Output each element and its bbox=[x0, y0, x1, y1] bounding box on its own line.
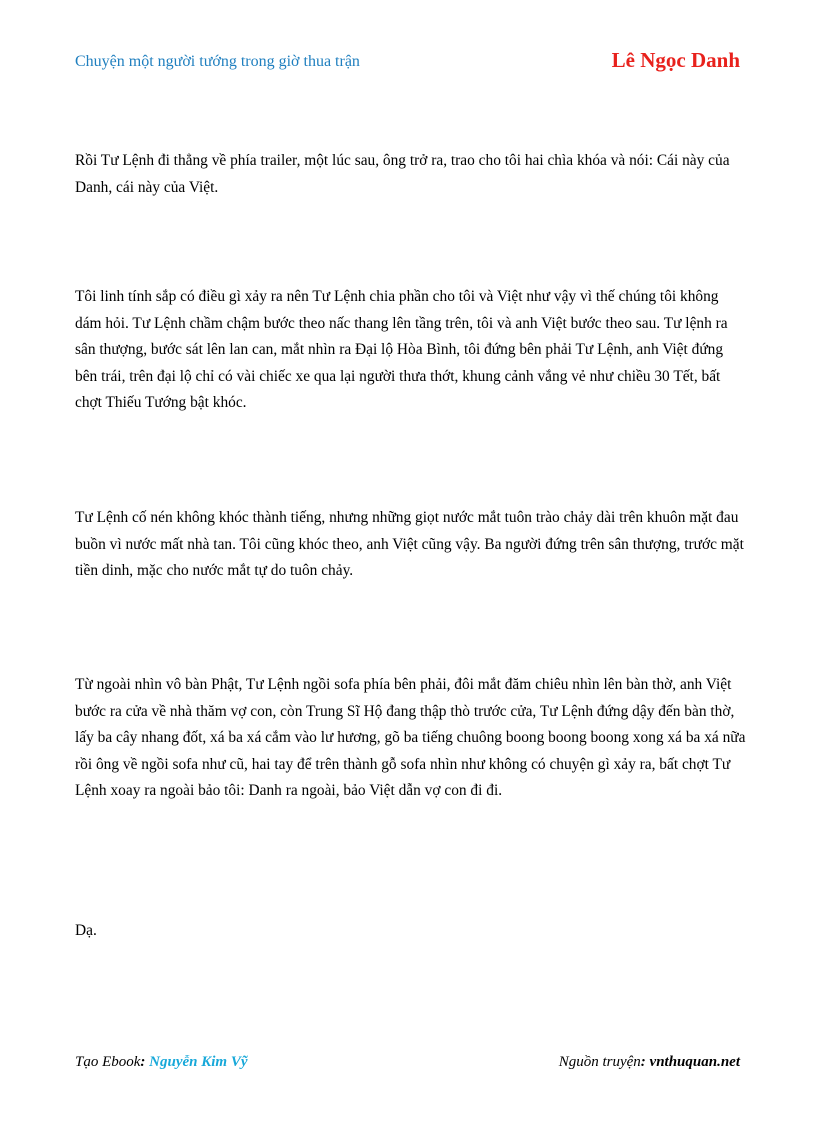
source-site: vnthuquan.net bbox=[649, 1054, 740, 1070]
paragraph-5: Dạ. bbox=[75, 922, 97, 939]
paragraph-2: Tôi linh tính sắp có điều gì xảy ra nên Tư Lệnh chia phần cho tôi và Việt như vậy vì thế chúng tôi không dám hỏi. Tư Lệnh chầm chậm bước theo nấc thang lên tầng trên, tôi và anh Việt bước theo sau. Tư lệnh ra sân thượng, bước sát lên lan can, mắt nhìn ra Đại lộ Hòa Bình, tôi đứng bên phải Tư Lệnh, anh Việt đứng bên trái, trên đại lộ chỉ có vài chiếc xe qua lại người thưa thớt, khung cảnh vắng vẻ như chiều 30 Tết, bất chợt Thiếu Tướng bật khóc. bbox=[75, 288, 728, 412]
ebook-creator-name: Nguyễn Kim Vỹ bbox=[149, 1054, 248, 1070]
source-credit bbox=[559, 1054, 740, 1071]
source-separator: : bbox=[640, 1054, 646, 1070]
author-name: Lê Ngọc Danh bbox=[611, 48, 740, 72]
paragraph-3: Tư Lệnh cố nén không khóc thành tiếng, nhưng những giọt nước mắt tuôn trào chảy dài trên khuôn mặt đau buồn vì nước mất nhà tan. Tôi cũng khóc theo, anh Việt cũng vậy. Ba người đứng trên sân thượng, trước mặt tiền dinh, mặc cho nước mắt tự do tuôn chảy. bbox=[75, 509, 744, 580]
paragraph-1: Rồi Tư Lệnh đi thẳng về phía trailer, một lúc sau, ông trở ra, trao cho tôi hai chìa khóa và nói: Cái này của Danh, cái này của Việt. bbox=[75, 152, 730, 196]
story-title: Chuyện một người tướng trong giờ thua trận bbox=[75, 53, 360, 70]
ebook-label: Tạo Ebook bbox=[75, 1054, 141, 1070]
paragraph-4: Từ ngoài nhìn vô bàn Phật, Tư Lệnh ngồi sofa phía bên phải, đôi mắt đăm chiêu nhìn lên bàn thờ, anh Việt bước ra cửa về nhà thăm vợ con, còn Trung Sĩ Hộ đang thập thò trước cửa, Tư Lệnh đứng dậy đến bàn thờ, lấy ba cây nhang đốt, xá ba xá cắm vào lư hương, gõ ba tiếng chuông boong boong boong xong xá ba xá nữa rồi ông về ngồi sofa như cũ, hai tay để trên thành gỗ sofa nhìn như không có chuyện gì xảy ra, bất chợt Tư Lệnh xoay ra ngoài bảo tôi: Danh ra ngoài, bảo Việt dẫn vợ con đi đi. bbox=[75, 676, 746, 800]
ebook-credit bbox=[75, 1054, 248, 1071]
source-label: Nguồn truyện bbox=[558, 1054, 641, 1070]
ebook-separator: : bbox=[140, 1054, 146, 1070]
